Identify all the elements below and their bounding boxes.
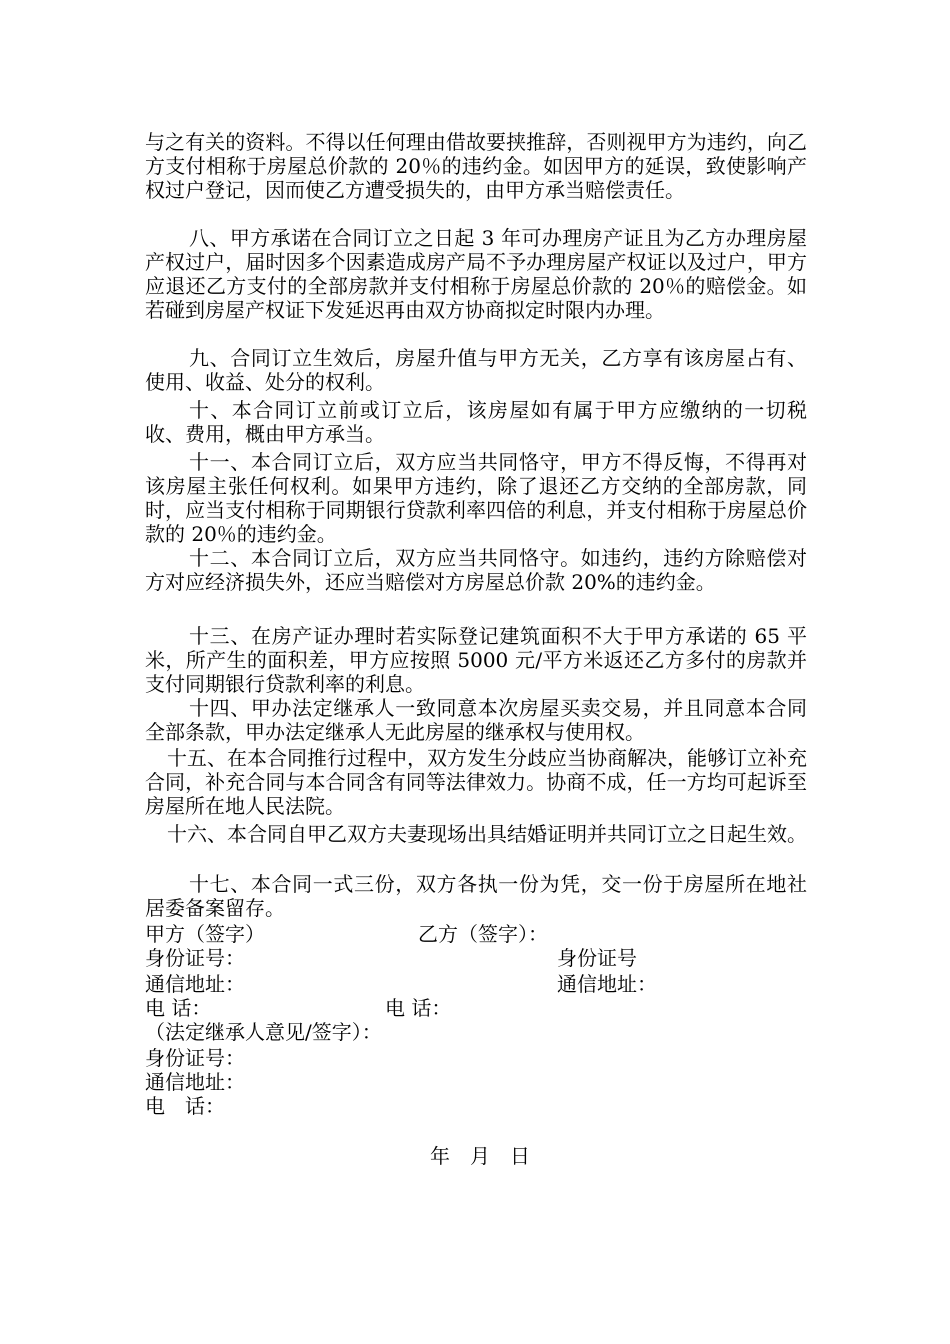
party-a-address-label: 通信地址： [145,972,245,996]
party-b-id-label: 身份证号 [557,946,637,970]
date-line: 年 月 日 [430,1144,530,1168]
party-b-address-label: 通信地址： [557,972,657,996]
party-b-signature-label: 乙方（签字）： [418,922,548,946]
clause-12: 十二、本合同订立后，双方应当共同恪守。如违约，违约方除赔偿对方对应经济损失外，还应当赔偿对方房屋总价款 20%的违约金。 [145,546,807,594]
clause-9: 九、合同订立生效后，房屋升值与甲方无关，乙方享有该房屋占有、使用、收益、处分的权利。 [145,346,807,394]
clause-13: 十三、在房产证办理时若实际登记建筑面积不大于甲方承诺的 65 平米，所产生的面积差，甲方应按照 5000 元/平方米返还乙方多付的房款并支付同期银行贷款利率的利息。 [145,624,807,696]
heir-address-label: 通信地址： [145,1070,245,1094]
clause-10: 十、本合同订立前或订立后，该房屋如有属于甲方应缴纳的一切税收、费用，概由甲方承当。 [145,398,807,446]
clause-8: 八、甲方承诺在合同订立之日起 3 年可办理房产证且为乙方办理房屋产权过户，届时因多个因素造成房产局不予办理房屋产权证以及过户，甲方应退还乙方支付的全部房款并支付相称于房屋总价款的 20％的赔偿金。如若碰到房屋产权证下发延迟再由双方协商拟定时限内办理。 [145,226,807,322]
clause-14: 十四、甲办法定继承人一致同意本次房屋买卖交易，并且同意本合同全部条款，甲办法定继承人无此房屋的继承权与使用权。 [145,696,807,744]
party-a-id-label: 身份证号： [145,946,245,970]
clause-continuation: 与之有关的资料。不得以任何理由借故要挟推辞，否则视甲方为违约，向乙方支付相称于房屋总价款的 20％的违约金。如因甲方的延误，致使影响产权过户登记，因而使乙方遭受损失的，由甲方承当赔偿责任。 [145,130,807,202]
heir-signature-label: （法定继承人意见/签字）： [145,1020,382,1044]
heir-phone-label: 电 话： [145,1094,225,1118]
clause-16: 十六、本合同自甲乙双方夫妻现场出具结婚证明并共同订立之日起生效。 [167,822,807,846]
party-b-phone-label: 电 话： [385,996,452,1020]
clause-17: 十七、本合同一式三份，双方各执一份为凭，交一份于房屋所在地社居委备案留存。 [145,872,807,920]
party-a-phone-label: 电 话： [145,996,212,1020]
clause-15: 十五、在本合同推行过程中，双方发生分歧应当协商解决，能够订立补充合同，补充合同与本合同含有同等法律效力。协商不成，任一方均可起诉至房屋所在地人民法院。 [145,746,807,818]
party-a-signature-label: 甲方（签字） [145,922,265,946]
heir-id-label: 身份证号： [145,1046,245,1070]
clause-11: 十一、本合同订立后，双方应当共同恪守，甲方不得反悔，不得再对该房屋主张任何权利。如果甲方违约，除了退还乙方交纳的全部房款，同时，应当支付相称于同期银行贷款利率四倍的利息，并支付相称于房屋总价款的 20％的违约金。 [145,450,807,546]
